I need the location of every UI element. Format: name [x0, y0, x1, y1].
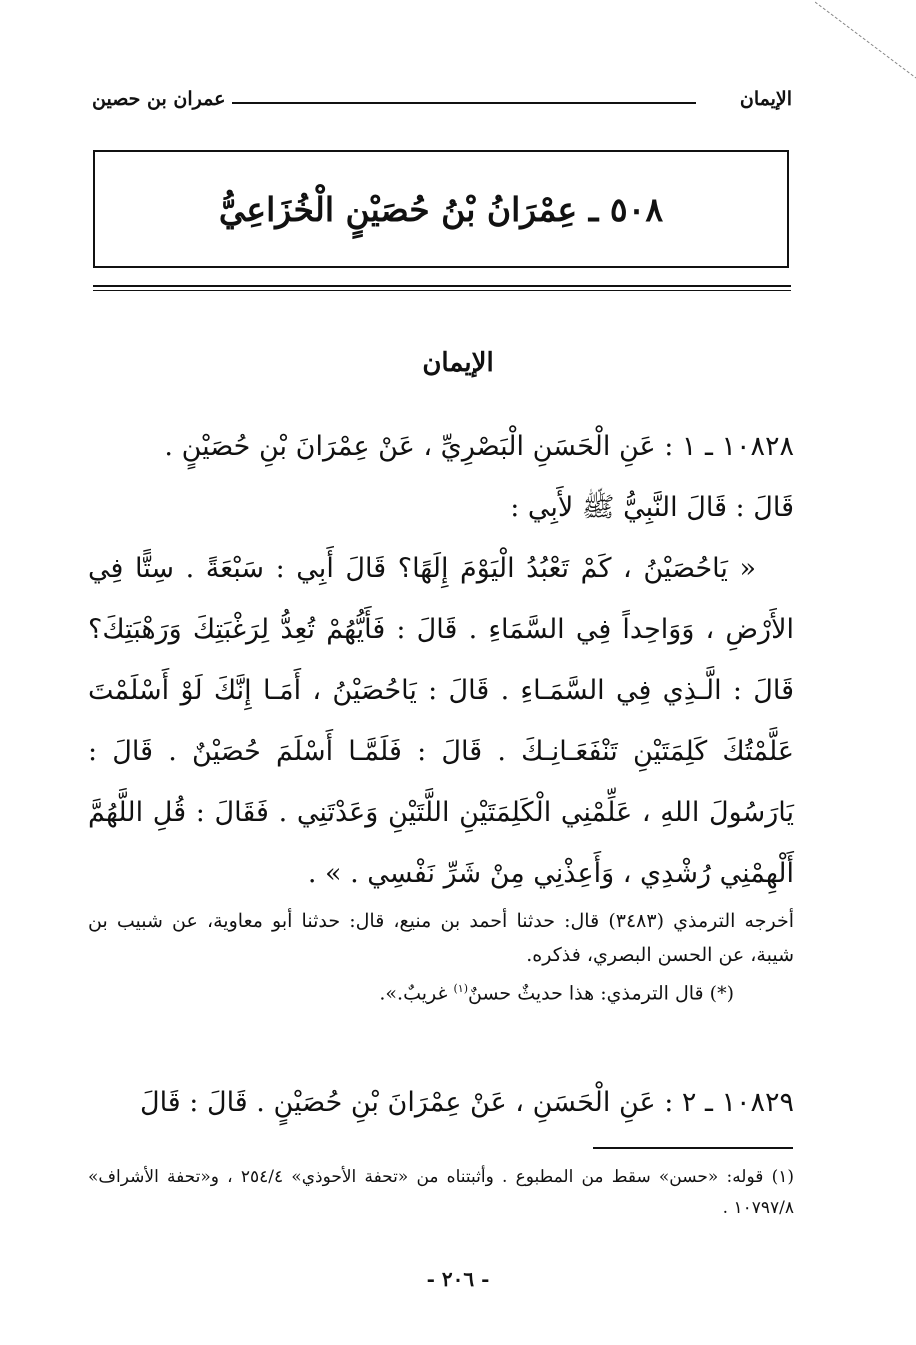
footnote-text: (١) قوله: «حسن» سقط من المطبوع . وأثبتناه من «تحفة الأحوذي» ٢٥٤/٤ ، و«تحفة الأشراف» ١٠٧٩٧/٨ . — [88, 1167, 794, 1218]
footnote-separator — [593, 1147, 793, 1149]
takhrij-note — [88, 904, 794, 1010]
hadith-opening: ١٠٨٢٨ ـ ١ : عَنِ الْحَسَنِ الْبَصْرِيِّ ، عَنْ عِمْرَانَ بْنِ حُصَيْنٍ . — [164, 431, 794, 462]
running-header-rule — [232, 102, 696, 104]
title-rule-thick — [93, 285, 791, 287]
scan-mark — [815, 0, 916, 80]
hadith-10828 — [88, 416, 794, 904]
section-heading: الإيمان — [422, 348, 494, 378]
hadith-10829 — [88, 1072, 794, 1133]
running-header-section: الإيمان — [739, 88, 792, 110]
hadith-opening: ١٠٨٢٩ ـ ٢ : عَنِ الْحَسَنِ ، عَنْ عِمْرَانَ بْنِ حُصَيْنٍ . قَالَ : قَالَ — [139, 1087, 794, 1118]
tirmidhi-grading — [88, 972, 794, 1010]
hadith-intro: قَالَ : قَالَ النَّبِيُّ ﷺ لأَبِي : — [510, 492, 794, 523]
title-rule-thin — [93, 290, 791, 291]
footnote — [88, 1162, 794, 1224]
tirmidhi-grading-end: غريبٌ.». — [379, 982, 454, 1005]
chapter-title: ٥٠٨ ـ عِمْرَانُ بْنُ حُصَيْنٍ الْخُزَاعِيُّ — [218, 189, 664, 229]
running-header-chapter: عمران بن حصين — [92, 88, 226, 110]
chapter-title-box — [93, 150, 789, 268]
tirmidhi-grading-text: (*) قال الترمذي: هذا حديثٌ حسنٌ — [468, 982, 734, 1005]
takhrij-source: أخرجه الترمذي (٣٤٨٣) قال: حدثنا أحمد بن منيع، قال: حدثنا أبو معاوية، عن شبيب بن شيبة، عن الحسن البصري، فذكره. — [88, 910, 794, 966]
footnote-reference: (١) — [453, 982, 468, 995]
running-header — [92, 86, 792, 116]
hadith-body: « يَاحُصَيْنُ ، كَمْ تَعْبُدُ الْيَوْمَ إِلَهًا؟ قَالَ أَبِي : سَبْعَةً . سِتًّا فِي الأَرْضِ ، وَوَاحِداً فِي السَّمَاءِ . قَالَ : فَأَيُّهُمْ تُعِدُّ لِرَغْبَتِكَ وَرَهْبَتِكَ؟ قَالَ : الَّـذِي فِي السَّمَـاءِ . قَالَ : يَاحُصَيْنُ ، أَمَـا إِنَّكَ لَوْ أَسْلَمْتَ عَلَّمْتُكَ كَلِمَتَيْنِ تَنْفَعَـانِـكَ . قَالَ : فَلَمَّـا أَسْلَمَ حُصَيْنٌ . قَالَ : يَارَسُولَ اللهِ ، عَلِّمْنِي الْكَلِمَتَيْنِ اللَّتَيْنِ وَعَدْتَنِي . فَقَالَ : قُلِ اللَّهُمَّ أَلْهِمْنِي رُشْدِي ، وَأَعِذْنِي مِنْ شَرِّ نَفْسِي . » . — [88, 553, 794, 889]
page-number: - ٢٠٦ - — [426, 1267, 490, 1291]
